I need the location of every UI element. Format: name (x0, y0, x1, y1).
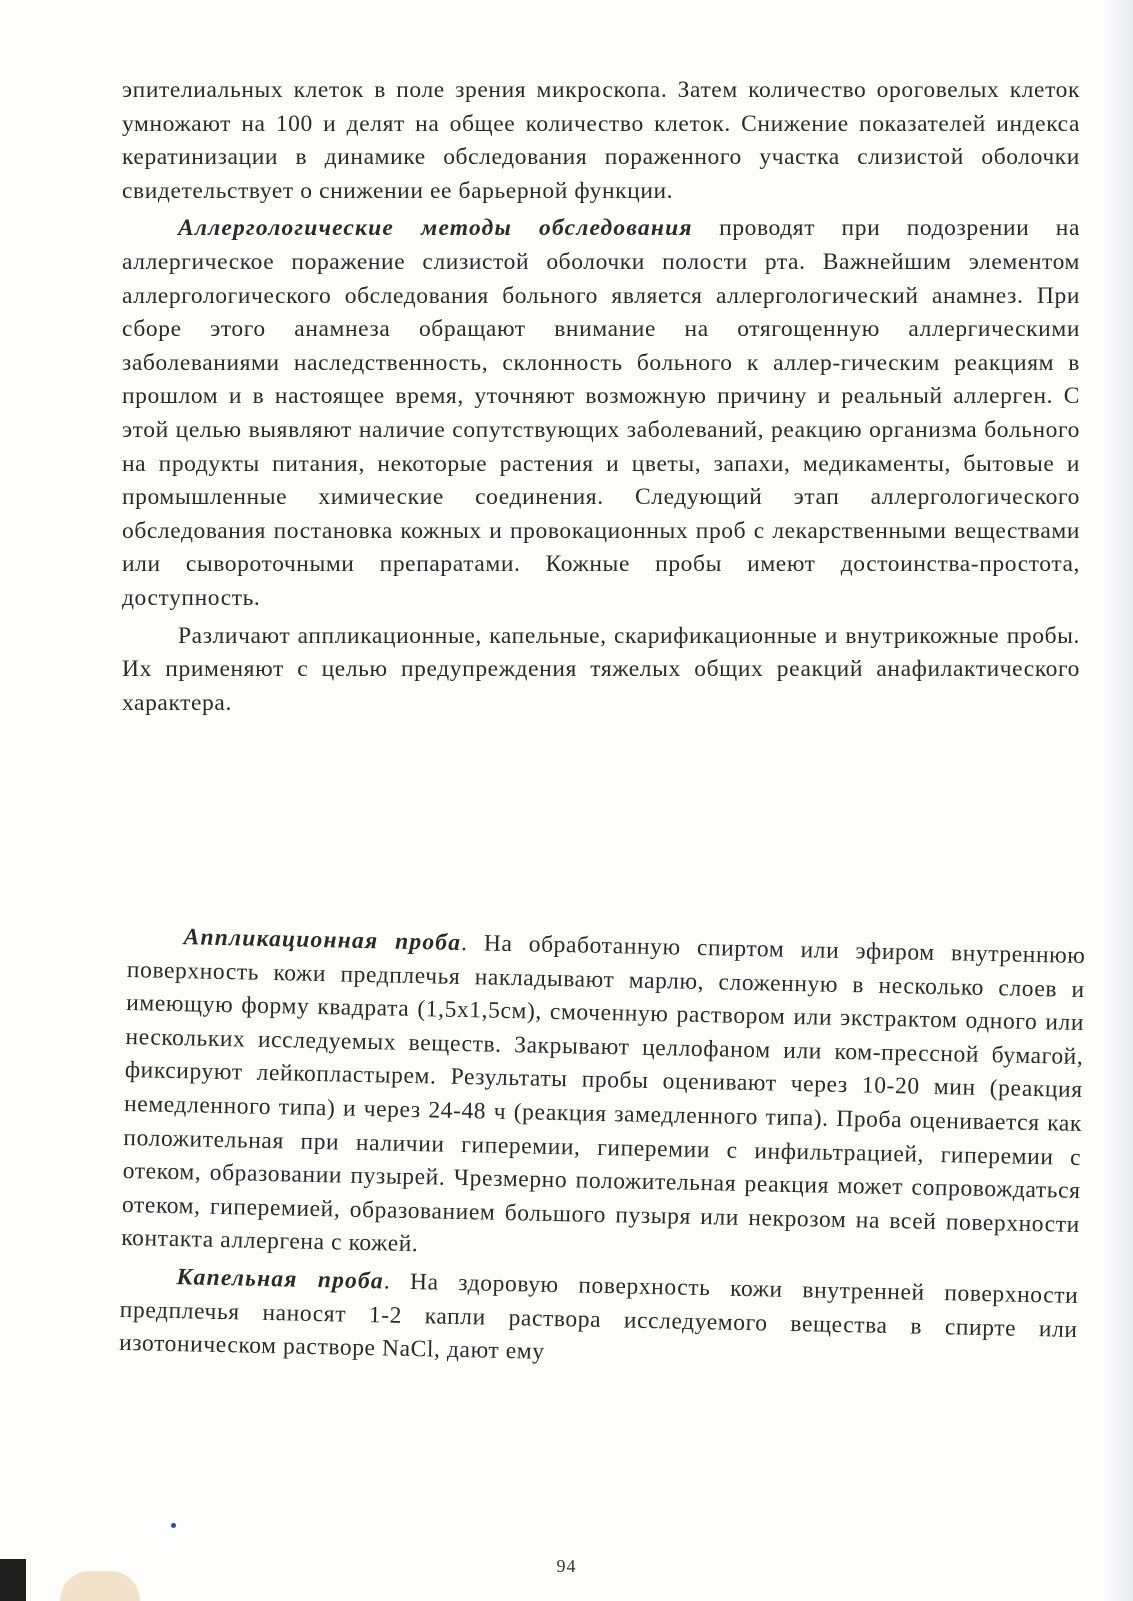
paragraph-test-types (122, 620, 1080, 721)
upper-text-block (122, 74, 1080, 720)
paragraph-drop-test (119, 1260, 1079, 1381)
term-allergology-methods: Аллергологические методы обследования (178, 215, 693, 242)
page-number: 94 (556, 1556, 577, 1576)
paragraph-text: . На обработанную спиртом или эфиром внутреннюю поверхность кожи предплечья накладывают марлю, сложенную в несколько слоев и имеющую форму квадрата (1,5х1,5см), смоченную раствором или экстрактом одного или нескольких исследуемых веществ. Закрывают целлофаном или ком-прессной бумагой, фиксируют лейкопластырем. Результаты пробы оценивают через 10-20 мин (реакция немедленного типа) и через 24-48 ч (реакция замедленного типа). Проба оценивается как положительная при наличии гиперемии, гиперемии с инфильтрацией, гиперемии с отеком, образовании пузырей. Чрезмерно положительная реакция может сопровождаться отеком, гиперемией, образованием большого пузыря или некрозом на всей поверхности контакта аллергена с кожей. (121, 929, 1086, 1258)
term-drop-test: Капельная проба (176, 1264, 385, 1295)
scan-corner-mark (0, 1559, 26, 1601)
page-edge-shadow (1103, 0, 1133, 1601)
paragraph-text: . На здоровую поверхность кожи внутренней поверхности предплечья наносят 1-2 капли раствора исследуемого вещества в спирте или изотоническом растворе NaCl, дают ему (118, 1268, 1079, 1365)
paragraph-text: проводят при подозрении на аллергическое поражение слизистой оболочки полости рта. Важнейшим элементом аллергологического обследования больного является аллергологический анамнез. При сборе этого анамнеза обращают внимание на отягощенную аллергическими заболеваниями наследственность, склонность больного к аллер-гическим реакциям в прошлом и в настоящее время, уточняют возможную причину и реальный аллерген. С этой целью выявляют наличие сопутствующих заболеваний, реакцию организма больного на продукты питания, некоторые растения и цветы, запахи, медикаменты, бытовые и промышленные химические соединения. Следующий этап аллергологического обследования постановка кожных и провокационных проб с лекарственными веществами или сывороточными препаратами. Кожные пробы имеют достоинства-простота, доступность. (122, 215, 1080, 611)
paragraph-keratinization (122, 74, 1080, 208)
lower-text-block (119, 920, 1086, 1381)
paragraph-allergology-methods (122, 212, 1080, 615)
ink-speck (171, 1523, 176, 1528)
paragraph-application-test (121, 920, 1086, 1276)
term-application-test: Аппликационная проба (183, 924, 462, 956)
paragraph-text: Различают аппликационные, капельные, скарификационные и внутрикожные пробы. Их применяют с целью предупреждения тяжелых общих реакций анафилактического характера. (122, 622, 1080, 716)
paragraph-text: эпителиальных клеток в поле зрения микроскопа. Затем количество ороговелых клеток умножают на 100 и делят на общее количество клеток. Снижение показателей индекса кератинизации в динамике обследования пораженного участка слизистой оболочки свидетельствует о снижении ее барьерной функции. (122, 77, 1080, 204)
